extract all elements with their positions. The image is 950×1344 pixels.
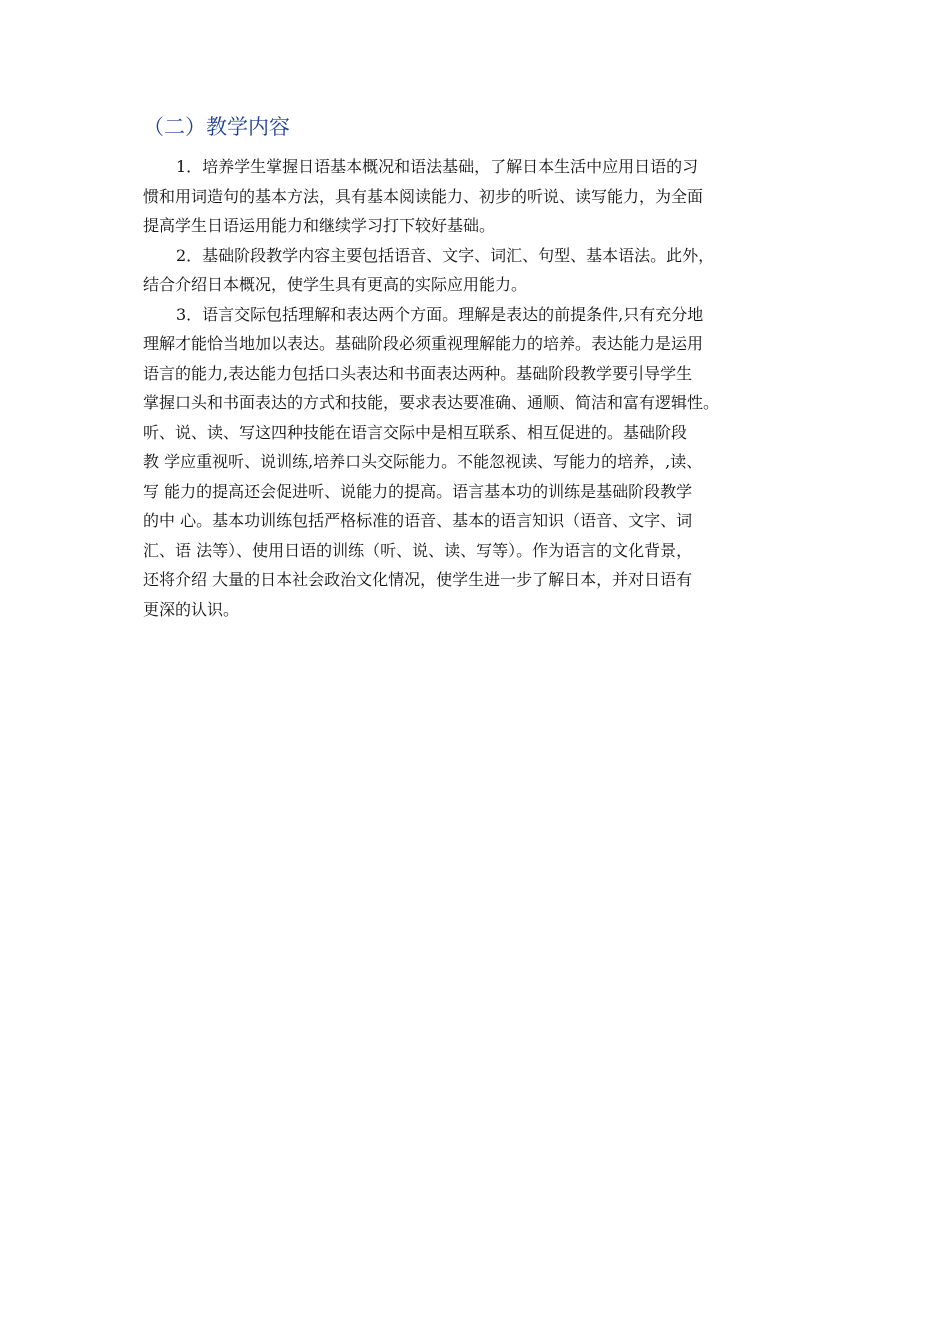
- text-line: 的中 心。基本功训练包括严格标准的语音、基本的语言知识（语音、文字、词: [143, 511, 693, 530]
- text-line: 语言的能力,表达能力包括口头表达和书面表达两种。基础阶段教学要引导学生: [143, 363, 693, 383]
- text-line: 3．语言交际包括理解和表达两个方面。理解是表达的前提条件,只有充分地: [176, 304, 704, 324]
- text-line: 掌握口头和书面表达的方式和技能，要求表达要准确、通顺、简洁和富有逻辑性。: [143, 393, 720, 412]
- text-line: 听、说、读、写这四种技能在语言交际中是相互联系、相互促进的。基础阶段: [143, 422, 688, 442]
- section-heading: （二）教学内容: [143, 115, 290, 139]
- text-line: 结合介绍日本概况，使学生具有更高的实际应用能力。: [143, 275, 528, 294]
- paragraph-3: [143, 300, 823, 625]
- body-text: [143, 152, 823, 624]
- text-line: 1．培养学生掌握日语基本概况和语法基础，了解日本生活中应用日语的习: [176, 157, 699, 176]
- text-line: 提高学生日语运用能力和继续学习打下较好基础。: [143, 216, 496, 235]
- text-line: 2．基础阶段教学内容主要包括语音、文字、词汇、句型、基本语法。此外，: [176, 245, 715, 265]
- text-line: 更深的认识。: [143, 599, 240, 619]
- text-line: 教 学应重视听、说训练,培养口头交际能力。不能忽视读、写能力的培养，,读、: [143, 452, 703, 471]
- paragraph-2: [143, 241, 823, 300]
- text-line: 写 能力的提高还会促进听、说能力的提高。语言基本功的训练是基础阶段教学: [143, 481, 693, 501]
- paragraph-1: [143, 152, 823, 241]
- text-line: 还将介绍 大量的日本社会政治文化情况，使学生进一步了解日本，并对日语有: [143, 570, 693, 589]
- text-line: 惯和用词造句的基本方法，具有基本阅读能力、初步的听说、读写能力，为全面: [143, 186, 704, 206]
- text-line: 理解才能恰当地加以表达。基础阶段必须重视理解能力的培养。表达能力是运用: [143, 334, 704, 353]
- text-line: 汇、语 法等）、使用日语的训练（听、说、读、写等）。作为语言的文化背景，: [143, 540, 693, 560]
